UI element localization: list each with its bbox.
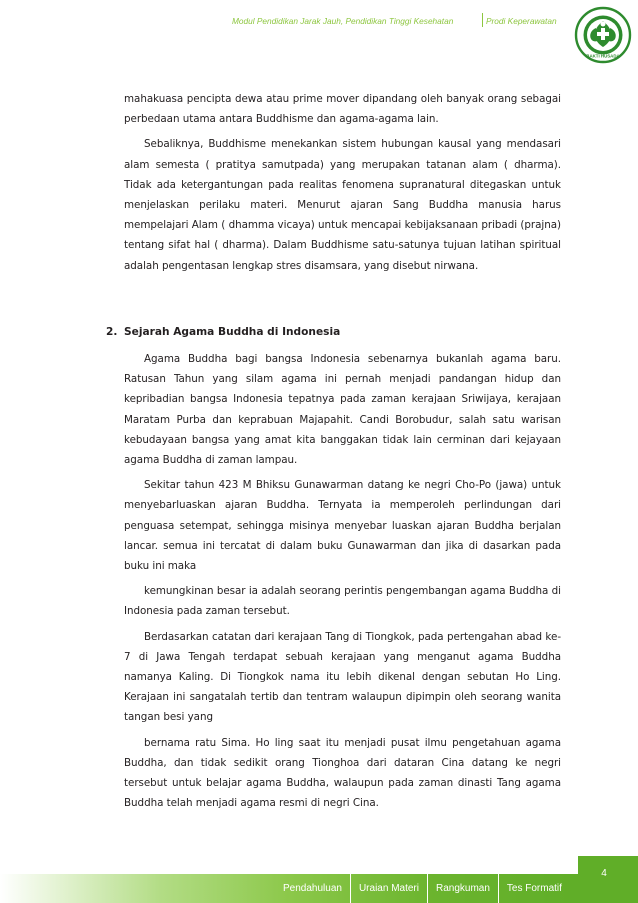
paragraph-4: Sekitar tahun 423 M Bhiksu Gunawarman datang ke negri Cho-Po (jawa) untuk menyebarluaskan ajaran Buddha. Ternyata ia memperoleh perlindungan dari penguasa setempat, sehingga misinya menyebar luaskan ajaran Buddha berjalan lancar. semua ini tercatat di dalam buku Gunawarman dan jika di dasarkan pada buku ini maka [124,479,561,573]
header-program: Prodi Keperawatan [486,16,557,26]
bakti-husada-logo [574,6,632,64]
page-number: 4 [601,868,607,879]
paragraph-2: Sebaliknya, Buddhisme menekankan sistem hubungan kausal yang mendasari alam semesta ( pratitya samutpada) yang merupakan tatanan alam ( dharma). Tidak ada ketergantungan pada realitas fenomena supranatural ditegaskan untuk menjelaskan perilaku materi. Menurut ajaran Sang Buddha manusia harus mempelajari Alam ( dhamma vicaya) untuk mencapai kebijaksanaan pribadi (prajna) tentang sifat hal ( dharma). Dalam Buddhisme satu-satunya tujuan latihan spiritual adalah pengentasan lengkap stres disamsara, yang disebut nirwana. [124,138,561,272]
footer-nav [274,874,570,903]
svg-text:BAKTI HUSADA: BAKTI HUSADA [586,53,620,59]
nav-rangkuman[interactable]: Rangkuman [428,874,499,903]
paragraph-3: Agama Buddha bagi bangsa Indonesia sebenarnya bukanlah agama baru. Ratusan Tahun yang silam agama ini pernah menjadi pandangan hidup dan kepribadian bangsa Indonesia tepatnya pada zaman kerajaan Sriwijaya, kerajaan Maratam Purba dan keprabuan Majapahit. Candi Borobudur, salah satu warisan kebudayaan bangsa yang amat kita banggakan tidak lain cerminan dari kejayaan agama Buddha di zaman lampau. [124,353,561,467]
paragraph-6: Berdasarkan catatan dari kerajaan Tang di Tiongkok, pada pertengahan abad ke-7 di Jawa Tengah terdapat sebuah kerajaan yang menganut agama Buddha namanya Kaling. Di Tiongkok nama itu lebih dikenal dengan sebutan Ho Ling. Kerajaan ini sangatalah tertib dan tentram walaupun dipimpin oleh seorang wanita tangan besi yang [124,630,561,724]
nav-tes-formatif[interactable]: Tes Formatif [506,883,562,894]
section-heading [106,322,340,342]
section-number: 2. [106,326,118,338]
paragraph-7: bernama ratu Sima. Ho ling saat itu menjadi pusat ilmu pengetahuan agama Buddha, dan tidak sedikit orang Tionghoa dari dataran Cina datang ke negri tersebut untuk belajar agama Buddha, walaupun pada zaman dinasti Tang agama Buddha telah menjadi agama resmi di negri Cina. [124,736,561,810]
nav-uraian-materi[interactable]: Uraian Materi [351,874,428,903]
paragraph-5: kemungkinan besar ia adalah seorang perintis pengembangan agama Buddha di Indonesia pada zaman tersebut. [124,585,561,618]
body-text-section [124,349,561,813]
paragraph-1: mahakuasa pencipta dewa atau prime mover dipandang oleh banyak orang sebagai perbedaan utama antara Buddhisme dan agama-agama lain. [124,93,561,126]
header-module-title: Modul Pendidikan Jarak Jauh, Pendidikan Tinggi Kesehatan [232,16,454,26]
body-text-top [124,89,561,276]
page-number-tab [578,856,638,903]
nav-pendahuluan[interactable]: Pendahuluan [274,874,351,903]
section-title: Sejarah Agama Buddha di Indonesia [124,326,341,338]
header-divider [482,13,483,27]
